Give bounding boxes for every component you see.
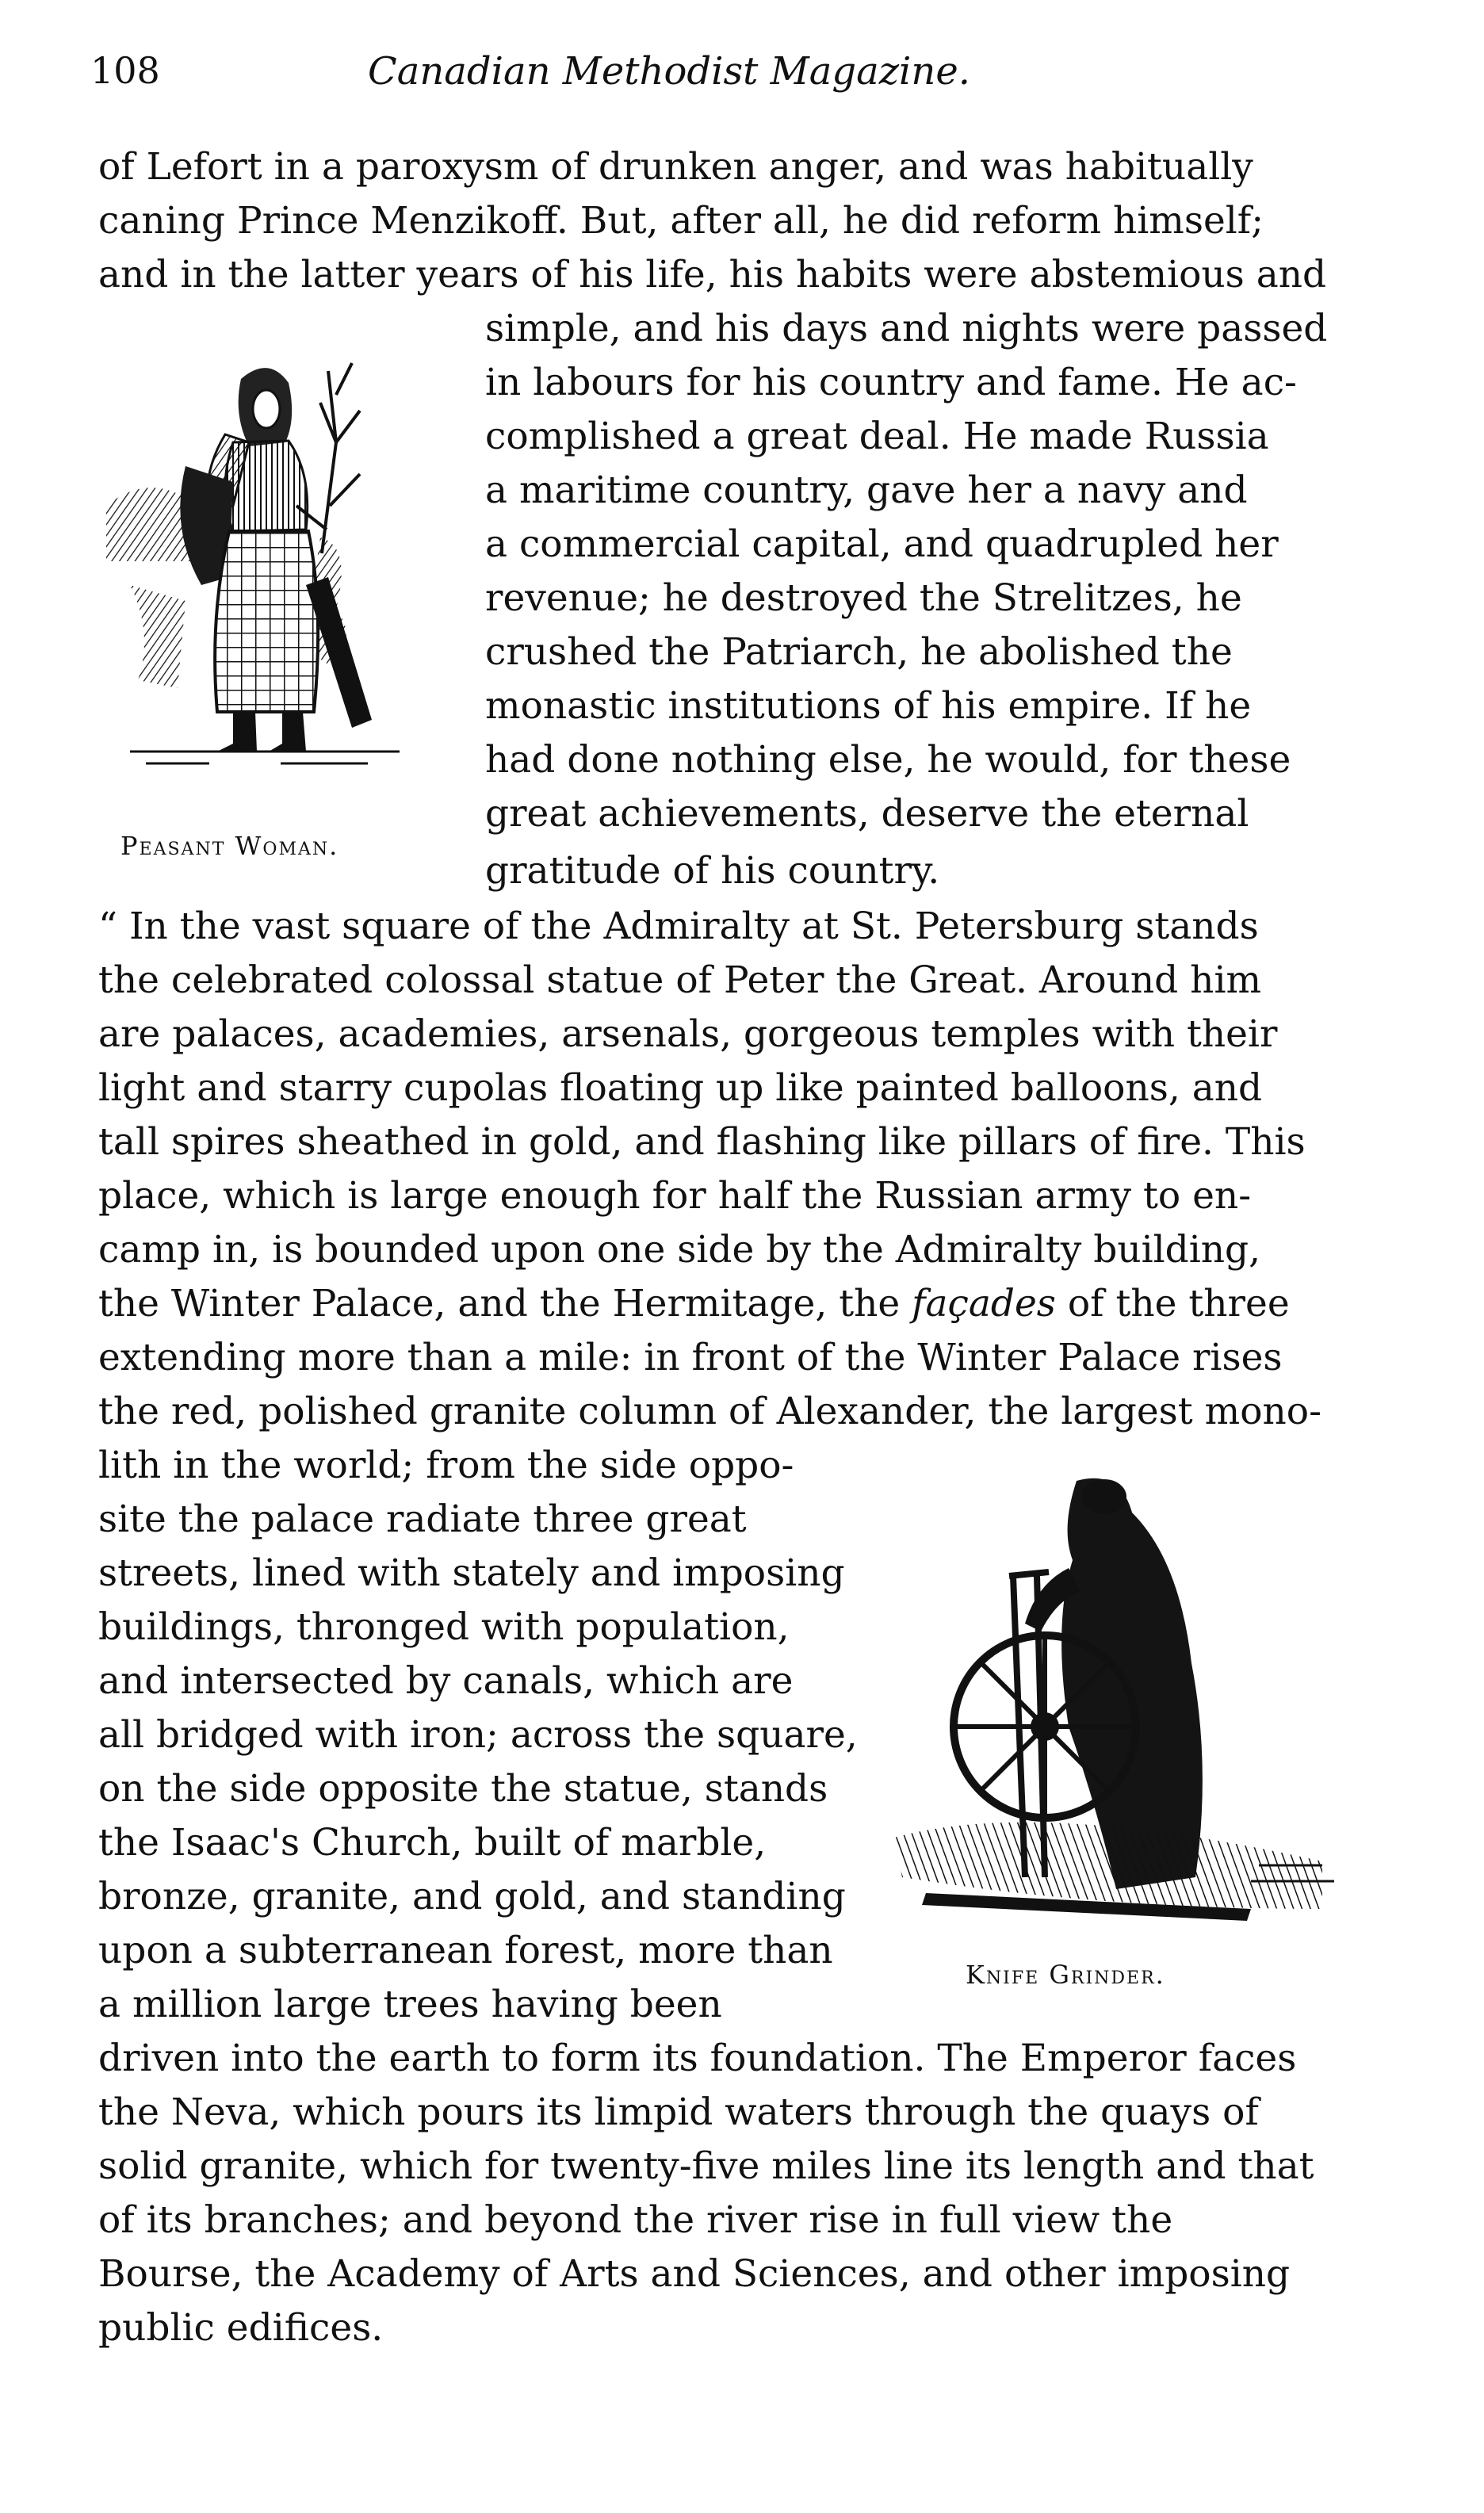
figure-caption: Knife Grinder.: [966, 1960, 1165, 1990]
text-line: public edifices.: [98, 2306, 384, 2350]
text-line: solid granite, which for twenty-five miles line its length and that: [98, 2144, 1314, 2188]
text-line: the Neva, which pours its limpid waters through the quays of: [98, 2090, 1259, 2134]
text-line: gratitude of his country.: [485, 849, 940, 893]
running-header: [90, 49, 1327, 105]
text-line: complished a great deal. He made Russia: [485, 415, 1269, 458]
text-line: and in the latter years of his life, his habits were abstemious and: [98, 253, 1327, 296]
text-line: and intersected by canals, which are: [98, 1659, 794, 1703]
text-line: site the palace radiate three great: [98, 1497, 747, 1541]
text-line: of Lefort in a paroxysm of drunken anger, and was habitually: [98, 145, 1253, 189]
text-line: the red, polished granite column of Alexander, the largest mono-: [98, 1390, 1321, 1433]
knife-grinder-illustration: [878, 1465, 1338, 1941]
text-line: bronze, granite, and gold, and standing: [98, 1875, 846, 1918]
text-line: had done nothing else, he would, for these: [485, 738, 1291, 782]
text-line: revenue; he destroyed the Strelitzes, he: [485, 576, 1242, 620]
text-line: driven into the earth to form its foundation. The Emperor faces: [98, 2037, 1297, 2080]
text-line: camp in, is bounded upon one side by the Admiralty building,: [98, 1228, 1261, 1272]
text-line: all bridged with iron; across the square,: [98, 1713, 858, 1757]
text-line: great achievements, deserve the eternal: [485, 792, 1249, 836]
text-line: streets, lined with stately and imposing: [98, 1551, 845, 1595]
text-line: on the side opposite the statue, stands: [98, 1767, 828, 1811]
text-line: tall spires sheathed in gold, and flashing like pillars of fire. This: [98, 1120, 1306, 1164]
text-line: a million large trees having been: [98, 1983, 722, 2026]
running-title: Canadian Methodist Magazine.: [368, 49, 970, 94]
text-line: “ In the vast square of the Admiralty at St. Petersburg stands: [98, 905, 1259, 948]
italic-word: façades: [912, 1282, 1056, 1325]
text-line: the Isaac's Church, built of marble,: [98, 1821, 767, 1865]
text-line: a maritime country, gave her a navy and: [485, 469, 1248, 512]
text-line: simple, and his days and nights were passed: [485, 307, 1328, 350]
text-line: upon a subterranean forest, more than: [98, 1929, 833, 1972]
text-line: extending more than a mile: in front of the Winter Palace rises: [98, 1336, 1283, 1379]
text-line: are palaces, academies, arsenals, gorgeous temples with their: [98, 1012, 1278, 1056]
text-line: in labours for his country and fame. He ac-: [485, 361, 1297, 404]
text-line: light and starry cupolas floating up like painted balloons, and: [98, 1066, 1263, 1110]
text-line: monastic institutions of his empire. If he: [485, 684, 1252, 728]
text-line: of its branches; and beyond the river rise in full view the: [98, 2198, 1173, 2242]
peasant-woman-illustration: [98, 347, 431, 799]
figure-caption: Peasant Woman.: [120, 831, 339, 861]
page-number: 108: [90, 49, 160, 92]
text-line: crushed the Patriarch, he abolished the: [485, 630, 1233, 674]
text-line: Bourse, the Academy of Arts and Sciences, and other imposing: [98, 2252, 1291, 2296]
text-line: caning Prince Menzikoff. But, after all, he did reform himself;: [98, 199, 1264, 243]
text-line: the Winter Palace, and the Hermitage, the façades of the three: [98, 1282, 1290, 1325]
text-line: a commercial capital, and quadrupled her: [485, 522, 1279, 566]
text-line: lith in the world; from the side oppo-: [98, 1444, 794, 1487]
text-line: place, which is large enough for half the Russian army to en-: [98, 1174, 1252, 1218]
text-line: the celebrated colossal statue of Peter the Great. Around him: [98, 958, 1262, 1002]
text-line: buildings, thronged with population,: [98, 1605, 790, 1649]
